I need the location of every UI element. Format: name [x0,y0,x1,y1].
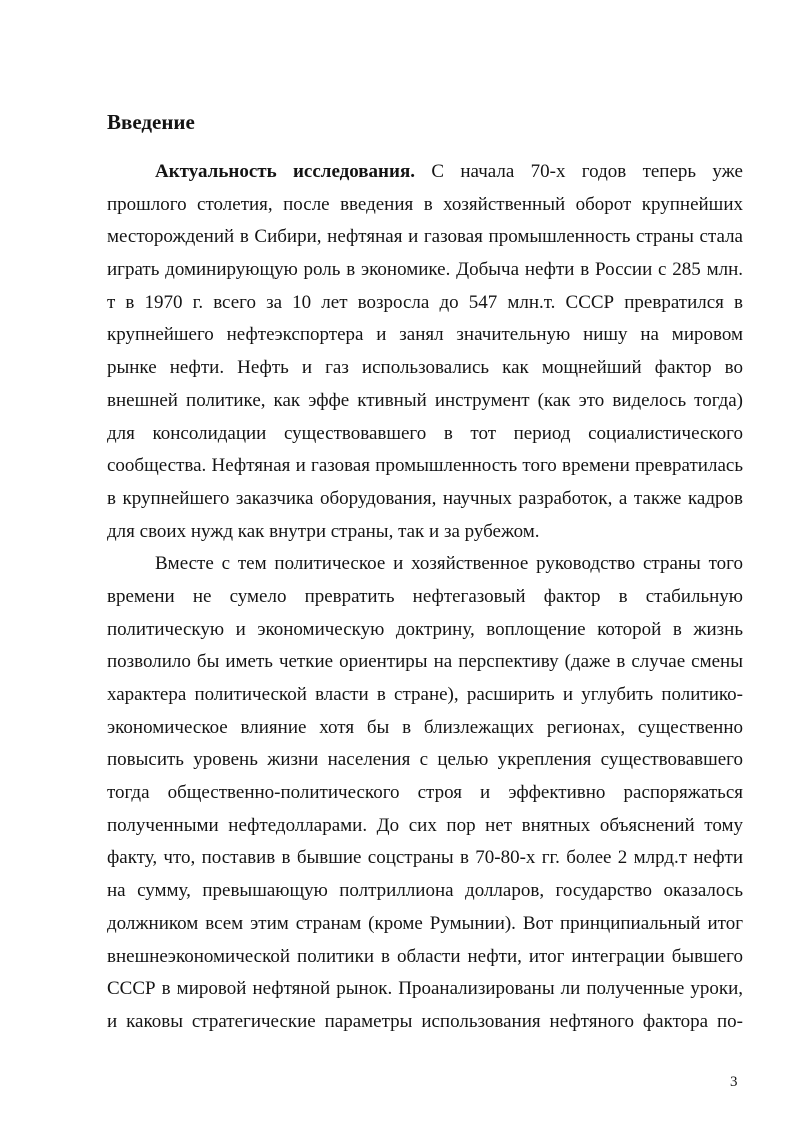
paragraph-1-line: играть доминирующую роль в экономике. Добыча нефти в России с 285 млн. [107,259,743,281]
paragraph-2-line: Вместе с тем политическое и хозяйственное руководство страны того [155,553,743,575]
paragraph-2-line: на сумму, превышающую полтриллиона долларов, государство оказалось [107,880,743,902]
paragraph-1-line: для своих нужд как внутри страны, так и за рубежом. [107,520,540,542]
paragraph-2-line: факту, что, поставив в бывшие соцстраны в 70-80-х гг. более 2 млрд.т нефти [107,847,743,869]
paragraph-1-line: для консолидации существовавшего в тот период социалистического [107,422,743,444]
paragraph-2-line: тогда общественно-политического строя и эффективно распоряжаться [107,782,743,804]
paragraph-2-line: должником всем этим странам (кроме Румынии). Вот принципиальный итог [107,912,743,934]
page-number: 3 [730,1074,738,1090]
paragraph-2-line: политическую и экономическую доктрину, воплощение которой в жизнь [107,618,743,640]
paragraph-1-line: т в 1970 г. всего за 10 лет возросла до 547 млн.т. СССР превратился в [107,291,743,313]
paragraph-1-line: в крупнейшего заказчика оборудования, научных разработок, а также кадров [107,487,743,509]
paragraph-1-line: прошлого столетия, после введения в хозяйственный оборот крупнейших [107,193,743,215]
paragraph-1-first-line-rest: С начала 70-х годов теперь уже [414,161,743,182]
paragraph-1-line-1 [107,156,743,189]
paragraph-1-line: крупнейшего нефтеэкспортера и занял значительную нишу на мировом [107,324,743,346]
paragraph-1-line: сообщества. Нефтяная и газовая промышленность того времени превратилась [107,455,743,477]
paragraph-1-line: рынке нефти. Нефть и газ использовались как мощнейший фактор во [107,357,743,379]
paragraph-2-line: экономическое влияние хотя бы в близлежащих регионах, существенно [107,716,743,738]
paragraph-2-line: позволило бы иметь четкие ориентиры на перспективу (даже в случае смены [107,651,743,673]
body-text [107,156,743,1039]
paragraph-2-line: внешнеэкономической политики в области нефти, итог интеграции бывшего [107,945,743,967]
paragraph-1-line: месторождений в Сибири, нефтяная и газовая промышленность страны стала [107,226,743,248]
paragraph-2-line: времени не сумело превратить нефтегазовый фактор в стабильную [107,585,743,607]
paragraph-2-line: и каковы стратегические параметры использования нефтяного фактора по- [107,1010,743,1032]
paragraph-lead: Актуальность исследования. [155,161,415,182]
section-heading: Введение [107,110,195,134]
paragraph-1-line: внешней политике, как эффе ктивный инструмент (как это виделось тогда) [107,389,743,411]
paragraph-2-line: повысить уровень жизни населения с целью укрепления существовавшего [107,749,743,771]
paragraph-2-line: СССР в мировой нефтяной рынок. Проанализированы ли полученные уроки, [107,978,743,1000]
paragraph-2-line: характера политической власти в стране), расширить и углубить политико- [107,684,743,705]
paragraph-2-line: полученными нефтедолларами. До сих пор нет внятных объяснений тому [107,814,743,836]
